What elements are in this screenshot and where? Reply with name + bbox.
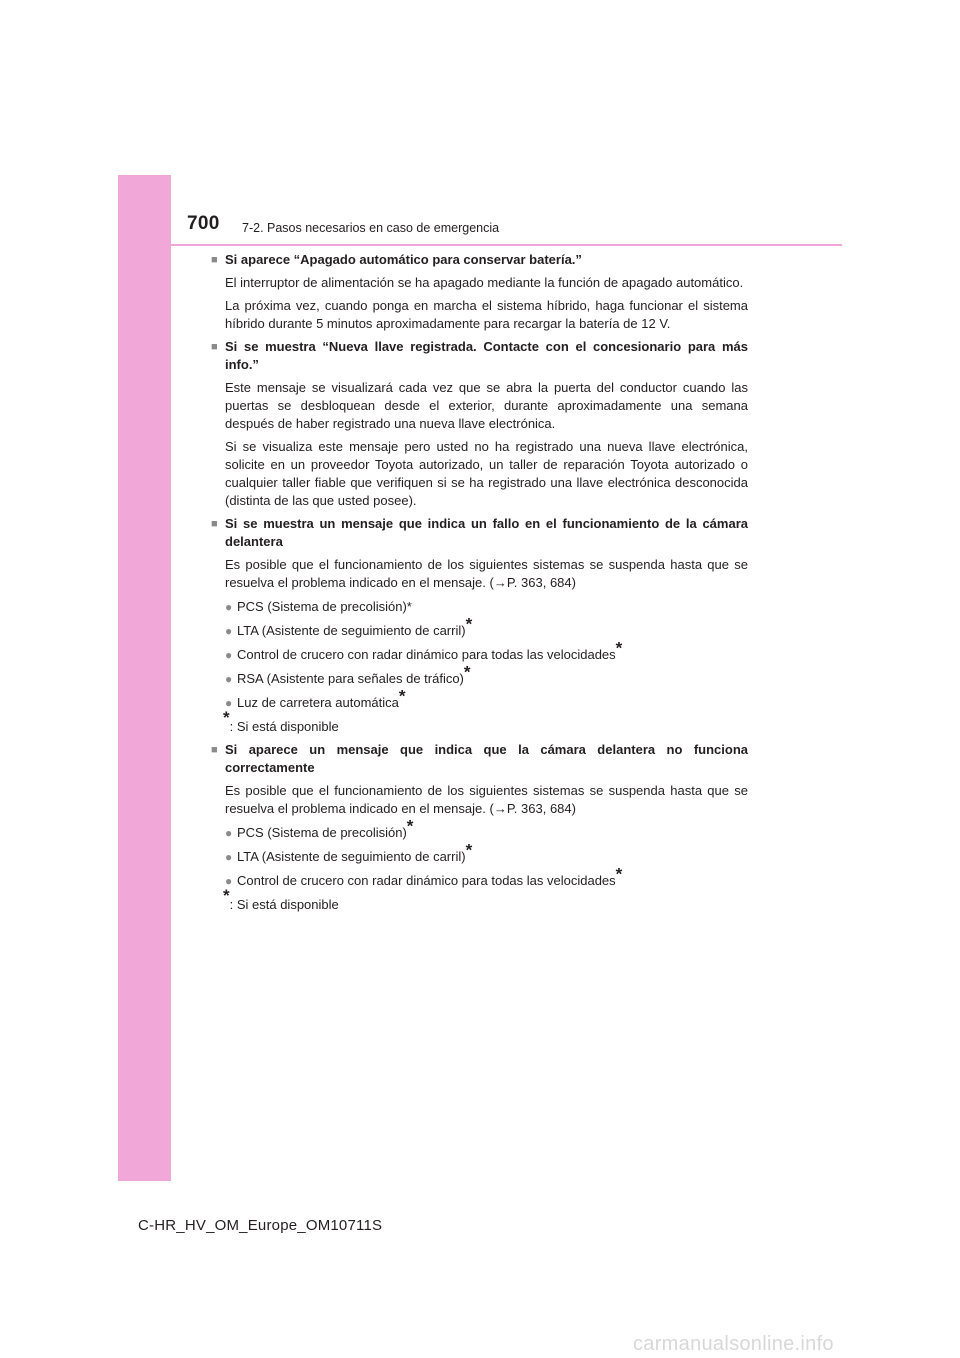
asterisk-icon: *: [465, 840, 473, 860]
page-number: 700: [187, 213, 220, 234]
section-heading: ■ Si se muestra un mensaje que indica un fallo en el funcionamiento de la cámara delantera: [211, 516, 748, 549]
circle-bullet-icon: ●: [225, 850, 233, 864]
paragraph: La próxima vez, cuando ponga en marcha el sistema híbrido, haga funcionar el sistema híbrido durante 5 minutos aproximadamente para recargar la batería de 12 V.: [225, 298, 748, 331]
section-auto-off: [211, 251, 748, 333]
square-bullet-icon: ■: [211, 254, 218, 266]
paragraph: El interruptor de alimentación se ha apagado mediante la función de apagado automático.: [225, 275, 744, 290]
list-item: ● RSA (Asistente para señales de tráfico)*: [225, 662, 471, 686]
asterisk-icon: *: [223, 886, 230, 905]
asterisk-icon: *: [223, 708, 230, 727]
asterisk-icon: *: [463, 662, 471, 682]
section-camera-malfunction: [211, 741, 748, 914]
sidebar-tab: [118, 175, 171, 1181]
section-title: 7-2. Pasos necesarios en caso de emergencia: [242, 221, 500, 235]
paragraph: Este mensaje se visualizará cada vez que se abra la puerta del conductor cuando las puertas se desbloquean desde el exterior, durante aproximadamente una semana después de haber registrado una nueva llave electrónica.: [225, 380, 748, 431]
asterisk-icon: *: [615, 864, 623, 884]
header-rule: [118, 244, 842, 246]
circle-bullet-icon: ●: [225, 826, 233, 840]
asterisk-icon: *: [406, 816, 414, 836]
list-item: ● Control de crucero con radar dinámico para todas las velocidades*: [225, 864, 623, 888]
circle-bullet-icon: ●: [225, 672, 233, 686]
section-camera-fault: [211, 515, 748, 736]
watermark: carmanualsonline.info: [633, 1333, 834, 1355]
circle-bullet-icon: ●: [225, 648, 233, 662]
asterisk-icon: *: [615, 638, 623, 658]
paragraph: Es posible que el funcionamiento de los siguientes sistemas se suspenda hasta que se resuelva el problema indicado en el mensaje. (→P. 363, 684): [225, 557, 748, 590]
list-item: ● PCS (Sistema de precolisión)*: [225, 816, 414, 840]
section-heading: ■ Si aparece “Apagado automático para conservar batería.”: [211, 252, 582, 267]
section-heading: ■ Si aparece un mensaje que indica que la cámara delantera no funciona correctamente: [211, 742, 748, 775]
circle-bullet-icon: ●: [225, 696, 233, 710]
circle-bullet-icon: ●: [225, 600, 233, 614]
list-item: ● LTA (Asistente de seguimiento de carril)*: [225, 840, 473, 864]
footnote: * : Si está disponible: [223, 886, 339, 912]
section-heading: ■ Si se muestra “Nueva llave registrada. Contacte con el concesionario para más info.”: [211, 339, 748, 372]
square-bullet-icon: ■: [211, 518, 218, 530]
square-bullet-icon: ■: [211, 341, 218, 353]
asterisk-icon: *: [465, 614, 473, 634]
paragraph: Si se visualiza este mensaje pero usted no ha registrado una nueva llave electrónica, solicite en un proveedor Toyota autorizado, un taller de reparación Toyota autorizado o cualquier taller fiable que verifiquen si se ha registrado una llave electrónica desconocida (distinta de las que usted posee).: [225, 439, 748, 508]
asterisk-icon: *: [398, 686, 406, 706]
circle-bullet-icon: ●: [225, 874, 233, 888]
paragraph: Es posible que el funcionamiento de los siguientes sistemas se suspenda hasta que se resuelva el problema indicado en el mensaje. (→P. 363, 684): [225, 783, 748, 816]
list-item: ● Control de crucero con radar dinámico para todas las velocidades*: [225, 638, 623, 662]
main-content: [211, 251, 748, 919]
section-new-key: [211, 338, 748, 510]
square-bullet-icon: ■: [211, 744, 218, 756]
list-item: ● Luz de carretera automática*: [225, 686, 406, 710]
footnote: * : Si está disponible: [223, 708, 339, 734]
list-item: ● PCS (Sistema de precolisión)*: [225, 599, 412, 614]
circle-bullet-icon: ●: [225, 624, 233, 638]
list-item: ● LTA (Asistente de seguimiento de carril)*: [225, 614, 473, 638]
document-id: C-HR_HV_OM_Europe_OM10711S: [138, 1217, 383, 1234]
